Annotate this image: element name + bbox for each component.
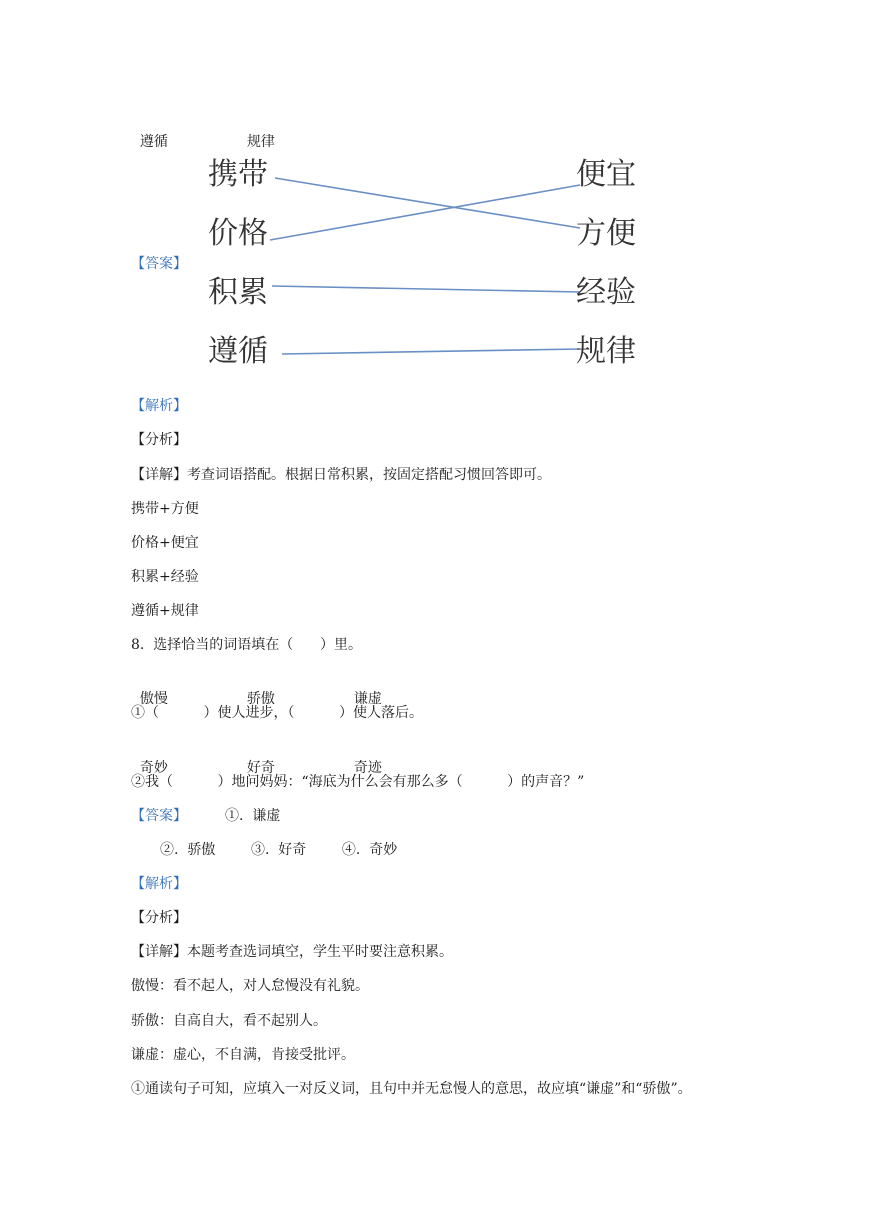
analysis-tag: 【解析】 bbox=[131, 876, 187, 892]
pair-line: 携带+方便 bbox=[131, 501, 199, 517]
pair-line: 价格+便宜 bbox=[131, 535, 199, 551]
definition: 傲慢：看不起人，对人怠慢没有礼貌。 bbox=[131, 978, 369, 994]
match-left-word: 遵循 bbox=[208, 334, 268, 369]
match-right-word: 方便 bbox=[576, 216, 636, 251]
match-line bbox=[270, 185, 580, 240]
match-line bbox=[275, 178, 580, 228]
word: 规律 bbox=[246, 134, 275, 150]
word: 奇妙 bbox=[139, 760, 168, 776]
match-left-word: 积累 bbox=[208, 275, 268, 310]
answer-text: ①. 谦虚 bbox=[225, 808, 281, 824]
match-right-word: 规律 bbox=[576, 334, 636, 369]
pair-line: 积累+经验 bbox=[131, 569, 199, 585]
word: 谦虚 bbox=[353, 691, 382, 707]
detail-line bbox=[131, 465, 551, 485]
match-left-word: 携带 bbox=[208, 157, 268, 192]
sentence: ②我（ ）地问妈妈：“海底为什么会有那么多（ ）的声音？” bbox=[131, 774, 585, 790]
analysis-tag: 【解析】 bbox=[131, 398, 187, 414]
detail-tag: 【详解】 bbox=[131, 467, 187, 483]
word: 好奇 bbox=[246, 760, 275, 776]
match-line bbox=[272, 286, 580, 292]
definition: 谦虚：虚心，不自满，肯接受批评。 bbox=[131, 1047, 355, 1063]
answer-line bbox=[131, 806, 280, 826]
detail-tag: 【详解】 bbox=[131, 944, 187, 960]
match-right-word: 经验 bbox=[576, 275, 636, 310]
definition: 骄傲：自高自大，看不起别人。 bbox=[131, 1013, 327, 1029]
match-right-word: 便宜 bbox=[576, 157, 636, 192]
definition: ①通读句子可知，应填入一对反义词，且句中并无怠慢人的意思，故应填“谦虚”和“骄傲”。 bbox=[131, 1081, 692, 1097]
fenxi-tag: 【分析】 bbox=[131, 432, 187, 448]
word: 奇迹 bbox=[353, 760, 382, 776]
match-line bbox=[282, 349, 580, 354]
answer-text: ②. 骄傲 ③. 好奇 ④. 奇妙 bbox=[160, 842, 398, 858]
detail-text: 考查词语搭配。根据日常积累，按固定搭配习惯回答即可。 bbox=[187, 467, 551, 483]
detail-text: 本题考查选词填空，学生平时要注意积累。 bbox=[187, 944, 453, 960]
word: 骄傲 bbox=[246, 691, 275, 707]
answer-tag: 【答案】 bbox=[131, 256, 187, 272]
match-left-word: 价格 bbox=[208, 216, 268, 251]
sentence: ①（ ）使人进步，（ ）使人落后。 bbox=[131, 705, 424, 721]
fenxi-tag: 【分析】 bbox=[131, 910, 187, 926]
match-lines bbox=[0, 0, 869, 400]
detail-line bbox=[131, 942, 453, 962]
pair-line: 遵循+规律 bbox=[131, 603, 199, 619]
word: 傲慢 bbox=[139, 691, 168, 707]
question-title: 8. 选择恰当的词语填在（ ）里。 bbox=[131, 637, 362, 653]
answer-tag: 【答案】 bbox=[131, 808, 187, 824]
word: 遵循 bbox=[139, 134, 168, 150]
